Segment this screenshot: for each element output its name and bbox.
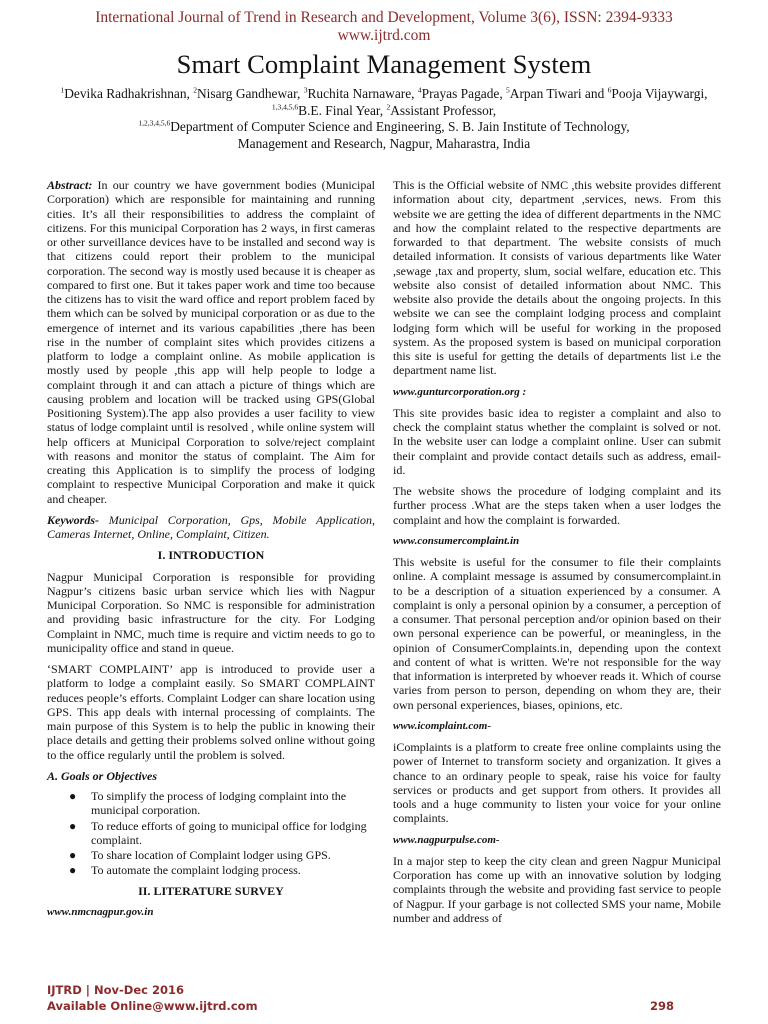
left-column xyxy=(47,178,375,926)
list-item: ● To reduce efforts of going to municipal office for lodging complaint. xyxy=(69,818,367,847)
journal-header xyxy=(0,9,768,45)
abstract xyxy=(47,178,375,506)
literature-survey-heading: II. LITERATURE SURVEY xyxy=(138,883,284,898)
introduction-paragraph-2: ‘SMART COMPLAINT’ app is introduced to provide user a platform to lodge a complaint easily. So SMART COMPLAINT reduces people’s efforts. Complaint Lodger can share location using GPS. This app deals with internal processing of complaints. The main purpose of this System is to help the public in knowing their place details and getting their problems solved online without going to the office regularly until the problem is solved. xyxy=(47,662,375,762)
author-block xyxy=(60,86,708,152)
author-names: $^1$Devika Radhakrishnan, $^2$Nisarg Gandhewar, $^3$Ruchita Narnaware, $^4$Prayas Pagade, $^5$Arpan Tiwari and $^6$Pooja Vijaywargi, xyxy=(60,85,708,101)
abstract-text: In our country we have government bodies (Municipal Corporation) which are responsible for maintaining and running cities. It’s all their responsibilities to address the complaint of citizens. For this municipal Corporation has 2 ways, in first cameras or other surveillance devices have to be installed and second way is that citizens could report their problem to the municipal corporation. The second way is mostly used because it is cheaper as compared to first one. But it takes paper work and time too because the citizens has to visit the ward office and report problem faced by them which can be solved by municipal corporation or as due to the emergence of internet and its various capabilities ,there has been rise in the number of complaint sites which provides citizens a platform to lodge a complaint online. As mobile application is mostly used by people ,this app will help people to lodge a complaint through it and can attach a picture of things which are causing problem and location will be tracked using GPS(Global Positioning System).The app also provides a user facility to view status of lodge complaint until is resolved , while online system will help officers at Municipal Corporation to solve/reject complaint with reasons and monitor the status of complaint. The Aim for creating this Application is to simplify the process of lodging complaint to respective Municipal Corporation and make it quick and cheaper. xyxy=(47,178,375,506)
bullet-icon: ● xyxy=(69,863,77,878)
right-column xyxy=(393,178,721,932)
guntur-paragraph-1: This site provides basic idea to register a complaint and also to check the complaint status whether the complaint is solved or not. In the website user can lodge a complaint online. User can submit their complaint and provide contact details such as address, email-id. xyxy=(393,405,721,477)
keywords-text: Municipal Corporation, Gps, Mobile Application, Cameras Internet, Online, Complaint, Citizen. xyxy=(47,512,375,541)
author-roles: $^{1,3,4,5,6}$B.E. Final Year, $^2$Assistant Professor, xyxy=(271,102,497,118)
page-number: 298 xyxy=(650,999,675,1013)
site-heading-guntur: www.gunturcorporation.org : xyxy=(393,385,527,398)
list-item: ● To automate the complaint lodging process. xyxy=(69,863,301,878)
consumercomplaint-paragraph: This website is useful for the consumer to file their complaints online. A complaint message is assumed by consumercomplaint.in to be a description of a situation experienced by a consumer. A complaint is only a personal opinion by a consumer, a perception of a consumer. That personal perception and/or opinion based on their own personal experience can be powerful, or meaningless, in the opinion of ConsumerComplaints.in, depending upon the context and content of what is written. We're not responsible for the way that information is interpreted by whoever reads it. Which of course varies from person to person, depending on whom they are, their own personal experiences, biases, opinions, etc. xyxy=(393,555,721,712)
paper-title: Smart Complaint Management System xyxy=(176,49,592,79)
author-affiliation: $^{1,2,3,4,5,6}$Department of Computer Science and Engineering, S. B. Jain Institute of Technology, xyxy=(138,118,630,134)
journal-website: www.ijtrd.com xyxy=(337,27,431,44)
footer-issue: IJTRD | Nov-Dec 2016 xyxy=(47,983,184,997)
list-item: ● To simplify the process of lodging complaint into the municipal corporation. xyxy=(69,789,347,818)
journal-title-line: International Journal of Trend in Research and Development, Volume 3(6), ISSN: 2394-9333 xyxy=(95,9,673,26)
site-heading-consumercomplaint: www.consumercomplaint.in xyxy=(393,534,520,547)
nagpurpulse-paragraph: In a major step to keep the city clean and green Nagpur Municipal Corporation has come up with an innovative solution by lodging complaints through the website and providing fast service to people of Nagpur. If your garbage is not collected SMS your name, Mobile number and address of xyxy=(393,853,721,925)
author-affiliation-line2: Management and Research, Nagpur, Maharastra, India xyxy=(237,135,531,151)
introduction-heading: I. INTRODUCTION xyxy=(157,548,265,563)
keywords xyxy=(47,513,375,542)
footer-issue-info xyxy=(47,982,258,1014)
guntur-paragraph-2: The website shows the procedure of lodging complaint and its further process .What are the steps taken when a user lodges the complaint and how the complaint is forwarded. xyxy=(393,484,721,527)
bullet-icon: ● xyxy=(69,848,77,862)
goals-heading: A. Goals or Objectives xyxy=(47,768,157,783)
site-heading-nagpurpulse: www.nagpurpulse.com- xyxy=(393,833,500,846)
introduction-paragraph-1: Nagpur Municipal Corporation is responsible for providing Nagpur’s citizens basic urban service which lies with Nagpur Municipal Corporation. So NMC is responsible for administration and providing basic infrastructure for the city. For Lodging Complaint in NMC, much time is require and victim needs to go to municipality office and stand in queue. xyxy=(47,569,375,655)
nmc-paragraph: This is the Official website of NMC ,this website provides different information about city, department ,services, news. From this website we are getting the idea of different departments in the NMC and how the complaint related to the respective departments are forwarded to that department. The website consists of much detailed information. It consists of various departments like Water ,sewage ,tax and property, slum, social welfare, education etc. This website also consist of detailed information about NMC. This website also provide the details about the ongoing projects. In this website we can see the complaint lodging process and complaint lodging form which will be useful for working in the proposed system. As the proposed system is based on municipal corporation this site is useful for getting the details of departments list i.e the department name list. xyxy=(393,178,721,378)
bullet-icon: ● xyxy=(69,789,77,803)
footer-available-online: Available Online@www.ijtrd.com xyxy=(47,999,258,1013)
icomplaint-paragraph: iComplaints is a platform to create free online complaints using the power of Internet to transform society and organization. It gives a chance to an ordinary people to speak, raise his voice for faulty services or products and get support from others. It provides all tools and a huge community to listen your voice for your online complaints. xyxy=(393,740,721,826)
keywords-label: Keywords- xyxy=(47,512,99,527)
site-heading-icomplaint: www.icomplaint.com- xyxy=(393,719,491,732)
goals-list xyxy=(47,789,375,878)
list-item: ● To share location of Complaint lodger using GPS. xyxy=(69,848,331,862)
site-heading-nmc: www.nmcnagpur.gov.in xyxy=(47,905,154,918)
abstract-label: Abstract: xyxy=(47,178,93,192)
bullet-icon: ● xyxy=(69,818,77,833)
